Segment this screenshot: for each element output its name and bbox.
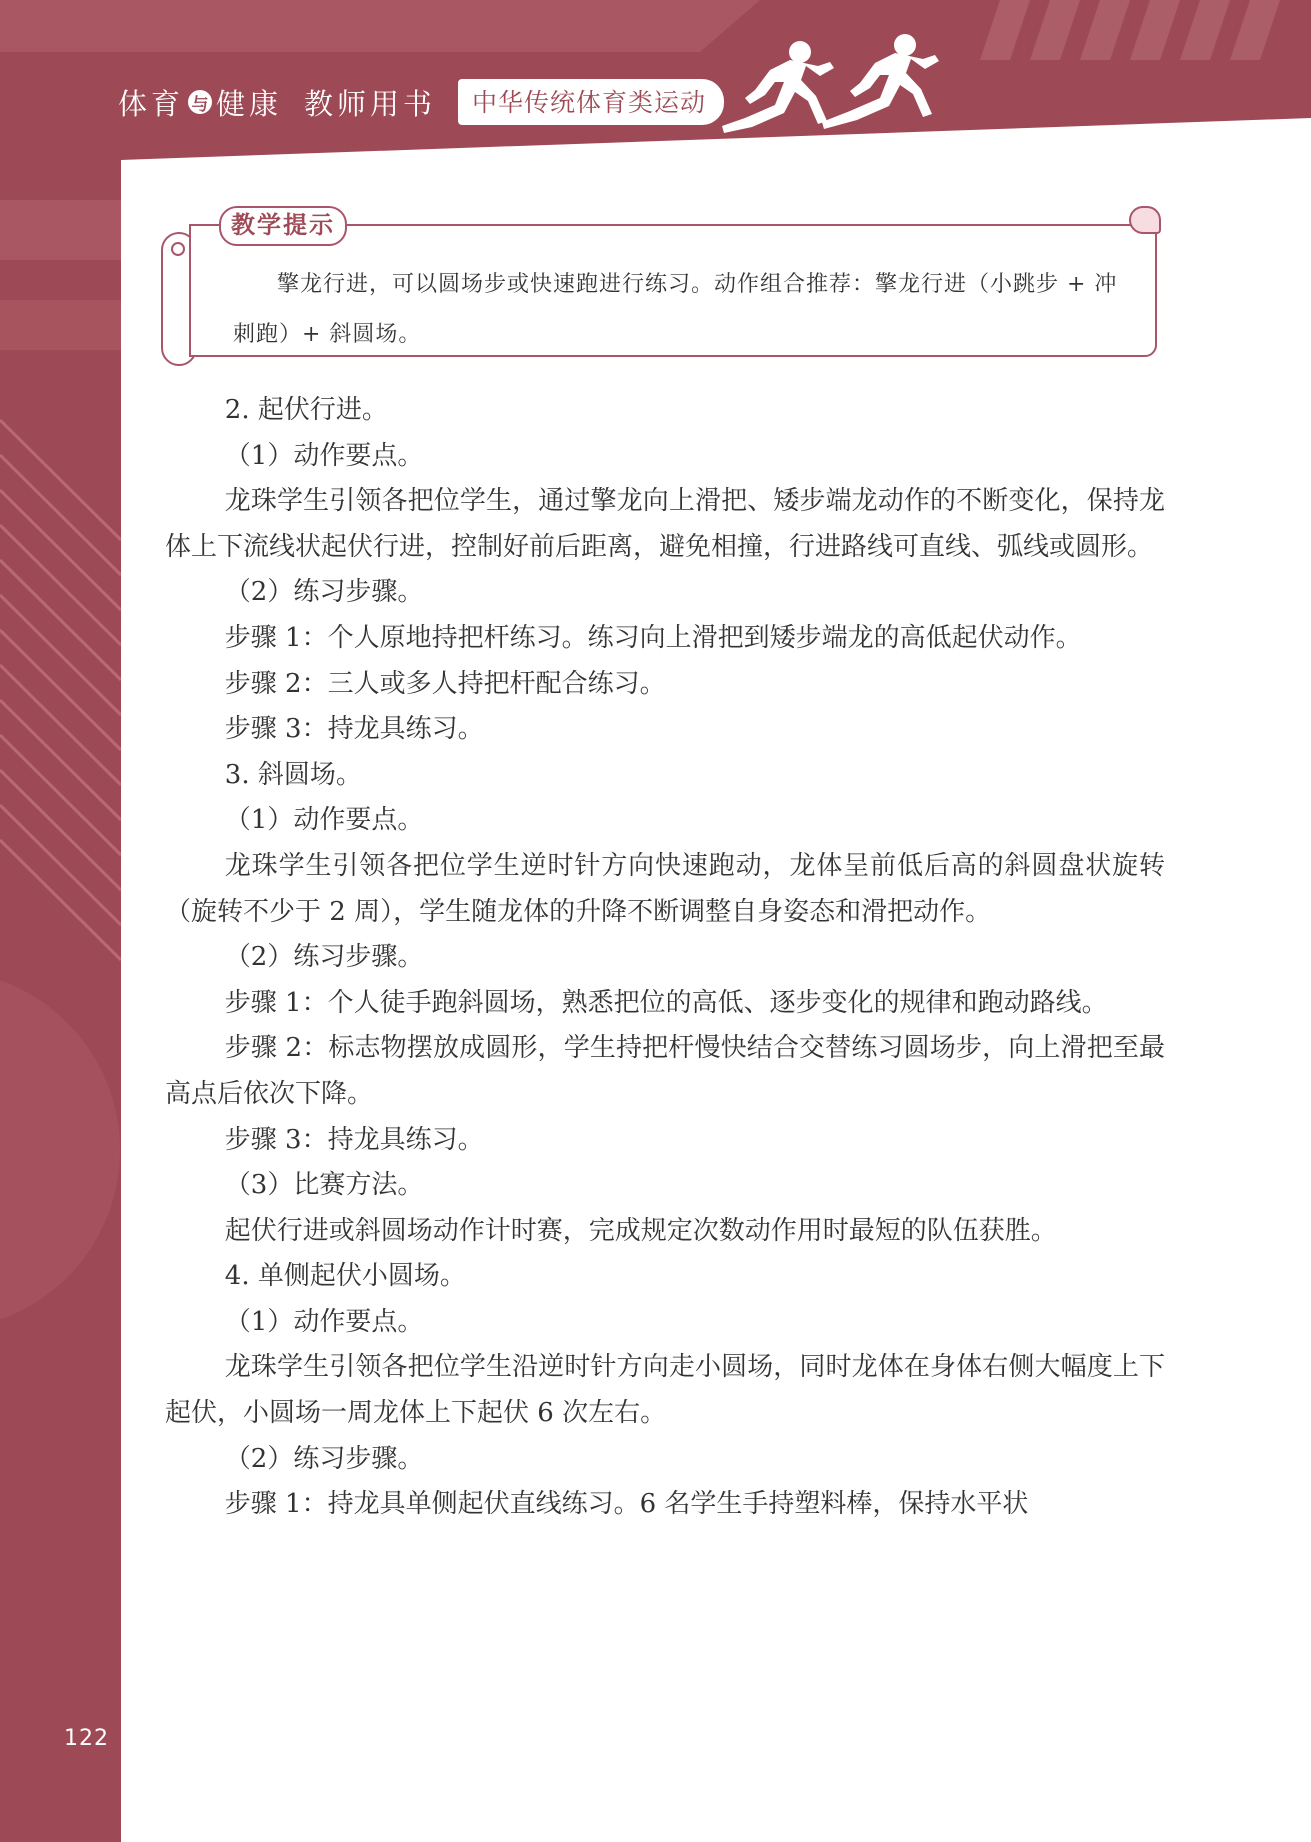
paragraph: 步骤 1：个人原地持把杆练习。练习向上滑把到矮步端龙的高低起伏动作。 <box>224 622 1082 653</box>
paragraph: 龙珠学生引领各把位学生逆时针方向快速跑动，龙体呈前低后高的斜圆盘状旋转（旋转不少于 2 周），学生随龙体的升降不断调整自身姿态和滑把动作。 <box>165 850 1165 927</box>
body-text <box>165 388 1165 1528</box>
tip-text: 擎龙行进，可以圆场步或快速跑进行练习。动作组合推荐：擎龙行进（小跳步 + 冲刺跑）+ 斜圆场。 <box>233 272 1118 347</box>
paragraph: 步骤 1：持龙具单侧起伏直线练习。6 名学生手持塑料棒，保持水平状 <box>224 1489 1029 1520</box>
section-heading: 4. 单侧起伏小圆场。 <box>224 1261 466 1292</box>
book-title <box>118 82 282 123</box>
subsection-heading: （3）比赛方法。 <box>224 1170 424 1201</box>
paragraph: 龙珠学生引领各把位学生沿逆时针方向走小圆场，同时龙体在身体右侧大幅度上下起伏，小圆场一周龙体上下起伏 6 次左右。 <box>165 1352 1165 1429</box>
content-page <box>121 160 1311 1842</box>
subsection-heading: （2）练习步骤。 <box>224 1443 424 1474</box>
subsection-heading: （2）练习步骤。 <box>224 577 424 608</box>
book-subtitle: 教师用书 <box>304 86 437 121</box>
tip-label: 教学提示 <box>219 206 347 246</box>
paragraph: 步骤 2：三人或多人持把杆配合练习。 <box>224 668 666 699</box>
scroll-curl-right <box>1129 206 1161 234</box>
teaching-tip-box <box>161 206 1161 358</box>
subsection-heading: （2）练习步骤。 <box>224 942 424 973</box>
page-header <box>118 80 724 124</box>
page-number: 122 <box>64 1726 109 1751</box>
book-title-part: 体育 <box>118 86 185 121</box>
paragraph: 步骤 1：个人徒手跑斜圆场，熟悉把位的高低、逐步变化的规律和跑动路线。 <box>224 987 1108 1018</box>
paragraph: 步骤 3：持龙具练习。 <box>224 714 484 745</box>
book-title-connector: 与 <box>188 90 212 114</box>
chapter-tab: 中华传统体育类运动 <box>458 79 724 125</box>
paragraph: 龙珠学生引领各把位学生，通过擎龙向上滑把、矮步端龙动作的不断变化，保持龙体上下流线状起伏行进，控制好前后距离，避免相撞，行进路线可直线、弧线或圆形。 <box>165 486 1165 562</box>
section-heading: 2. 起伏行进。 <box>224 395 388 425</box>
subsection-heading: （1）动作要点。 <box>224 1306 424 1337</box>
paragraph: 步骤 2：标志物摆放成圆形，学生持把杆慢快结合交替练习圆场步，向上滑把至最高点后依次下降。 <box>165 1033 1165 1109</box>
section-heading: 3. 斜圆场。 <box>224 759 362 790</box>
book-title-part: 健康 <box>216 86 283 121</box>
paragraph: 起伏行进或斜圆场动作计时赛，完成规定次数动作用时最短的队伍获胜。 <box>224 1215 1057 1246</box>
paragraph: 步骤 3：持龙具练习。 <box>224 1124 484 1155</box>
subsection-heading: （1）动作要点。 <box>224 440 424 471</box>
subsection-heading: （1）动作要点。 <box>224 805 424 836</box>
